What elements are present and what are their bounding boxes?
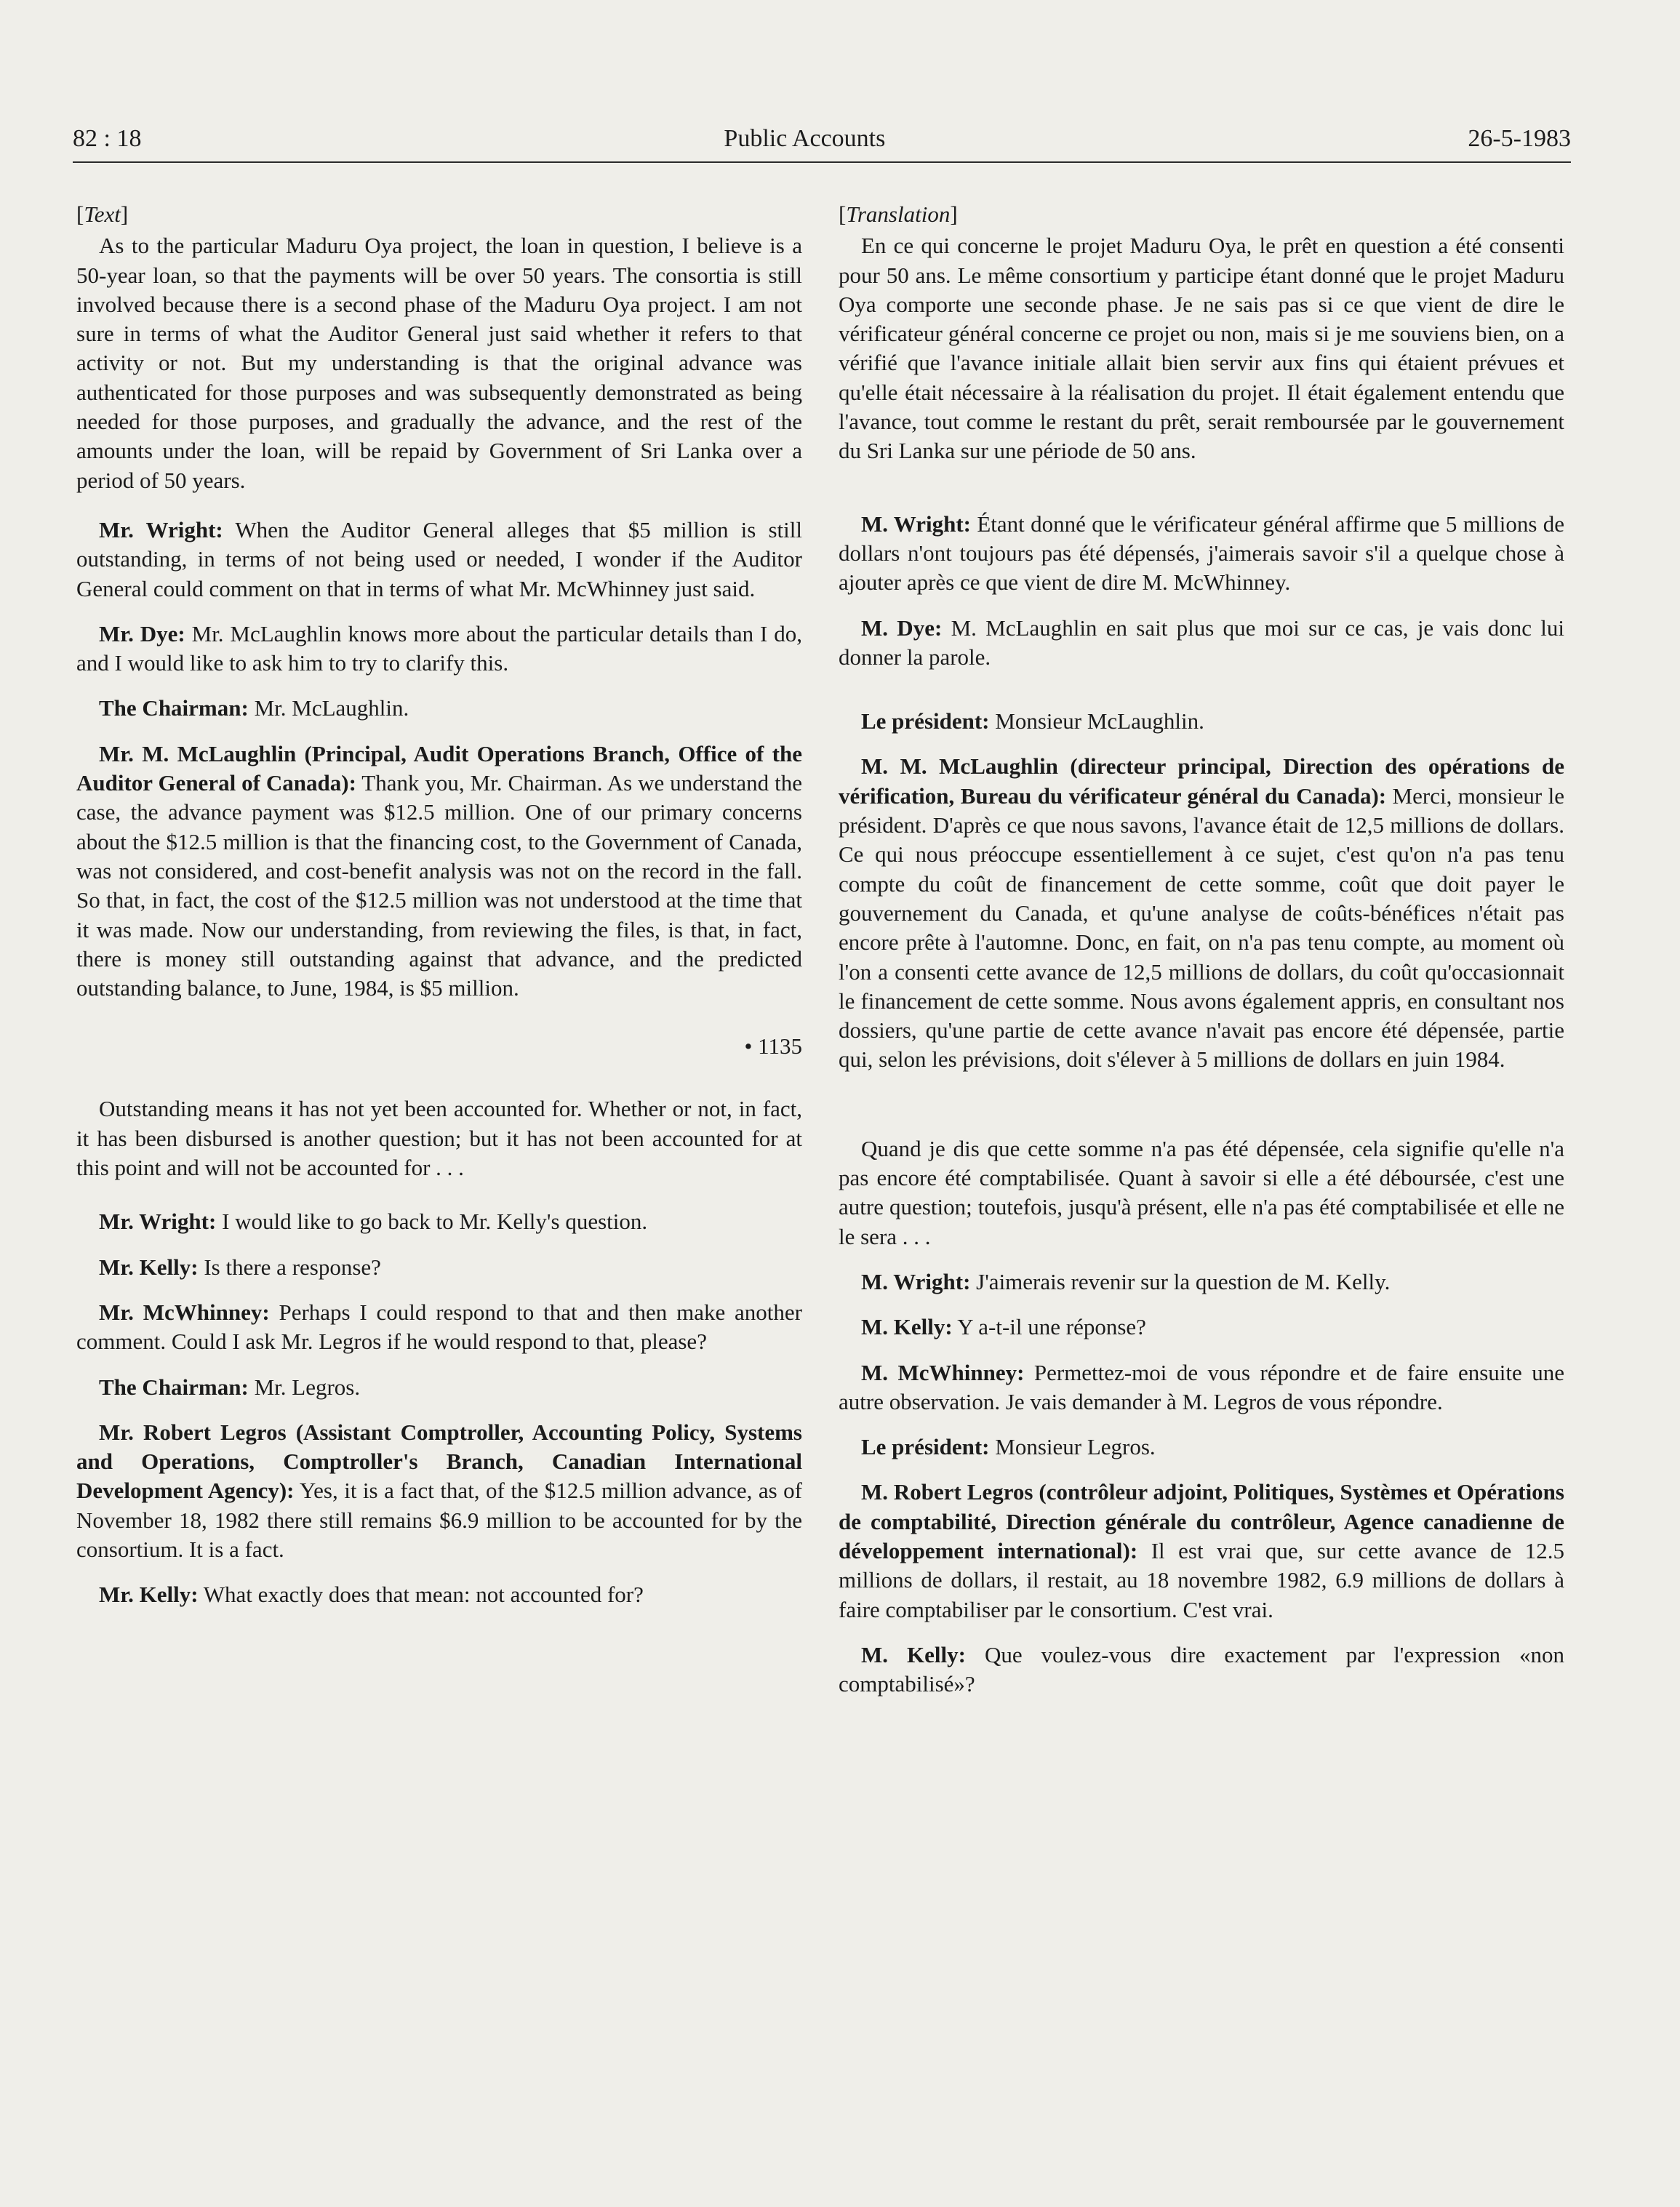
speaker: M. Kelly: [861,1641,966,1667]
paragraph [839,1433,1564,1462]
paragraph-text: En ce qui concerne le projet Maduru Oya, le prêt en question a été consenti pour 50 ans. Le même consortium y participe étant donné que le projet Maduru Oya comporte une seconde phase. Je ne sais pas si ce que vient de dire le vérificateur général concerne ce projet ou non, mais si je me souviens bien, on a vérifié que l'avance initiale allait bien servir aux fins qui étaient prévues et qu'elle était nécessaire à la réalisation du projet. Il était également entendu que l'avance, tout comme le restant du prêt, serait remboursée par le gouvernement du Sri Lanka sur une période de 50 ans. [839,233,1564,464]
speaker: Mr. Robert Legros (Assistant Comptroller, Accounting Policy, Systems and Operations, Comptroller's Branch, Canadian International Development Agency): [76,1419,802,1504]
paragraph-text: Outstanding means it has not yet been accounted for. Whether or not, in fact, it has been disbursed is another question; but it has not been accounted for at this point and will not be accounted for . . . [76,1096,802,1181]
paragraph-text: Monsieur Legros. [989,1434,1156,1460]
paragraph [76,231,802,495]
paragraph-text: Yes, it is a fact that, of the $12.5 million advance, as of November 18, 1982 there still remains $6.9 million to be accounted for by the consortium. It is a fact. [76,1478,802,1562]
paragraph [839,1313,1564,1342]
paragraph [76,1094,802,1182]
speaker: Mr. Kelly: [99,1254,199,1280]
speaker: M. Wright: [861,1268,971,1294]
paragraph [76,516,802,604]
paragraph [839,1134,1564,1251]
paragraph-text: Quand je dis que cette somme n'a pas été dépensée, cela signifie qu'elle n'a pas encore été comptabilisée. Quant à savoir si elle a été déboursée, c'est une autre question; toutefois, jusqu'à présent, elle n'a pas été comptabilisée et elle ne le sera . . . [839,1135,1564,1249]
speaker: Mr. Wright: [99,1209,217,1235]
paragraph [76,694,802,723]
speaker: Mr. McWhinney: [99,1299,270,1325]
paragraph-text: Il est vrai que, sur cette avance de 12.5 millions de dollars, il restait, au 18 novembre 1982, 6.9 millions de dollars à faire comptabiliser par le consortium. C'est vrai. [839,1537,1564,1622]
header-rule [73,161,1571,163]
page-header [73,125,1571,153]
paragraph [839,707,1564,736]
speaker: The Chairman: [99,1374,249,1400]
paragraph-text: Mr. McLaughlin. [248,695,409,721]
paragraph [839,1641,1564,1699]
speaker: Mr. M. McLaughlin (Principal, Audit Operations Branch, Office of the Auditor General of Canada): [76,740,802,796]
speaker: Le président: [861,708,990,734]
english-column [76,200,802,1626]
speaker: Mr. Dye: [99,620,185,646]
paragraph [76,740,802,1004]
paragraph-text: M. McLaughlin en sait plus que moi sur ce cas, je vais donc lui donner la parole. [839,614,1564,670]
french-column [839,200,1564,1715]
paragraph-text: Mr. Legros. [248,1374,361,1400]
paragraph-text: Permettez-moi de vous répondre et de faire ensuite une autre observation. Je vais demander à M. Legros de vous répondre. [839,1359,1564,1414]
paragraph [76,1373,802,1402]
paragraph-text: What exactly does that mean: not accounted for? [198,1582,644,1608]
column-label: Translation [846,201,951,227]
paragraph [839,1358,1564,1417]
column-label-text: [Text] [76,201,129,227]
speaker: M. Kelly: [861,1314,953,1340]
page-date: 26-5-1983 [1468,125,1571,152]
paragraph-text: Merci, monsieur le président. D'après ce que nous savons, l'avance était de 12,5 millions de dollars. Ce qui nous préoccupe essentiellement à ce sujet, c'est qu'on n'a pas tenu compte du coût de financement de cette somme, coût que doit payer le gouvernement du Canada, et qu'une analyse de coûts-bénéfices n'était pas encore prête à l'automne. Donc, en fait, on n'a pas tenu compte, au moment où l'on a consenti cette avance de 12,5 millions de dollars, du coût qu'occasionnait le financement de cette somme. Nous avons également appris, en consultant nos dossiers, qu'une partie de cette avance n'avait pas encore été dépensée, partie qui, selon les prévisions, doit s'élever à 5 millions de dollars en juin 1984. [839,782,1564,1073]
paragraph-text: Perhaps I could respond to that and then make another comment. Could I ask Mr. Legros if he would respond to that, please? [76,1299,803,1355]
paragraph-text: Monsieur McLaughlin. [989,708,1204,734]
paragraph [76,620,802,678]
paragraph-text: When the Auditor General alleges that $5 million is still outstanding, in terms of not being used or needed, I wonder if the Auditor General could comment on that in terms of what Mr. McWhinney just said. [76,516,803,601]
paragraph-text: Y a-t-il une réponse? [952,1314,1146,1340]
paragraph [839,614,1564,673]
paragraph [839,1478,1564,1624]
speaker: M. Wright: [861,510,971,537]
paragraph-text: Is there a response? [198,1254,381,1280]
column-label-translation: [Translation] [839,201,958,227]
speaker: M. Dye: [861,614,943,641]
paragraph [839,510,1564,598]
paragraph-text: As to the particular Maduru Oya project, the loan in question, I believe is a 50-year loan, so that the payments will be over 50 years. The consortia is still involved because there is a second phase of the Maduru Oya project. I am not sure in terms of what the Auditor General just said whether it refers to that activity or not. But my understanding is that the original advance was authenticated for those purposes and was subsequently demonstrated as being needed for those purposes, and gradually the advance, and the rest of the amounts under the loan, will be repaid by Government of Sri Lanka over a period of 50 years. [76,233,802,493]
speaker: The Chairman: [99,695,249,721]
paragraph [76,1207,802,1236]
page-title: Public Accounts [724,125,886,152]
paragraph [839,231,1564,465]
paragraph-text: J'aimerais revenir sur la question de M. Kelly. [970,1268,1391,1294]
paragraph-text: Mr. McLaughlin knows more about the particular details than I do, and I would like to ask him to try to clarify this. [76,620,802,676]
paragraph [76,1253,802,1282]
paragraph [839,752,1564,1074]
speaker: Mr. Wright: [99,516,223,542]
page-number: 82 : 18 [73,125,142,152]
speaker: Mr. Kelly: [99,1582,199,1608]
column-label: Text [84,201,121,227]
paragraph-text: I would like to go back to Mr. Kelly's question. [216,1209,648,1235]
paragraph [76,1418,802,1564]
time-marker: • 1135 [744,1033,802,1060]
speaker: M. McWhinney: [861,1359,1025,1385]
speaker: M. M. McLaughlin (directeur principal, Direction des opérations de vérification, Bureau du vérificateur général du Canada): [839,753,1564,809]
paragraph [839,1267,1564,1297]
paragraph [76,1580,802,1609]
paragraph [76,1298,802,1357]
paragraph-text: Thank you, Mr. Chairman. As we understand the case, the advance payment was $12.5 million. One of our primary concerns about the $12.5 million is that the financing cost, to the Government of Canada, was not considered, and cost-benefit analysis was not on the record in the fall. So that, in fact, the cost of the $12.5 million was not understood at the time that it was made. Now our understanding, from reviewing the files, is that, in fact, there is money still outstanding against that advance, and the predicted outstanding balance, to June, 1984, is $5 million. [76,770,802,1001]
speaker: Le président: [861,1434,990,1460]
paragraph-text: Étant donné que le vérificateur général affirme que 5 millions de dollars n'ont toujours pas été dépensés, j'aimerais savoir s'il a quelque chose à ajouter après ce que vient de dire M. McWhinney. [839,510,1564,596]
paragraph-text: Que voulez-vous dire exactement par l'expression «non comptabilisé»? [839,1641,1565,1697]
speaker: M. Robert Legros (contrôleur adjoint, Politiques, Systèmes et Opérations de comptabilité, Direction générale du contrôleur, Agence canadienne de développement international): [839,1479,1564,1563]
